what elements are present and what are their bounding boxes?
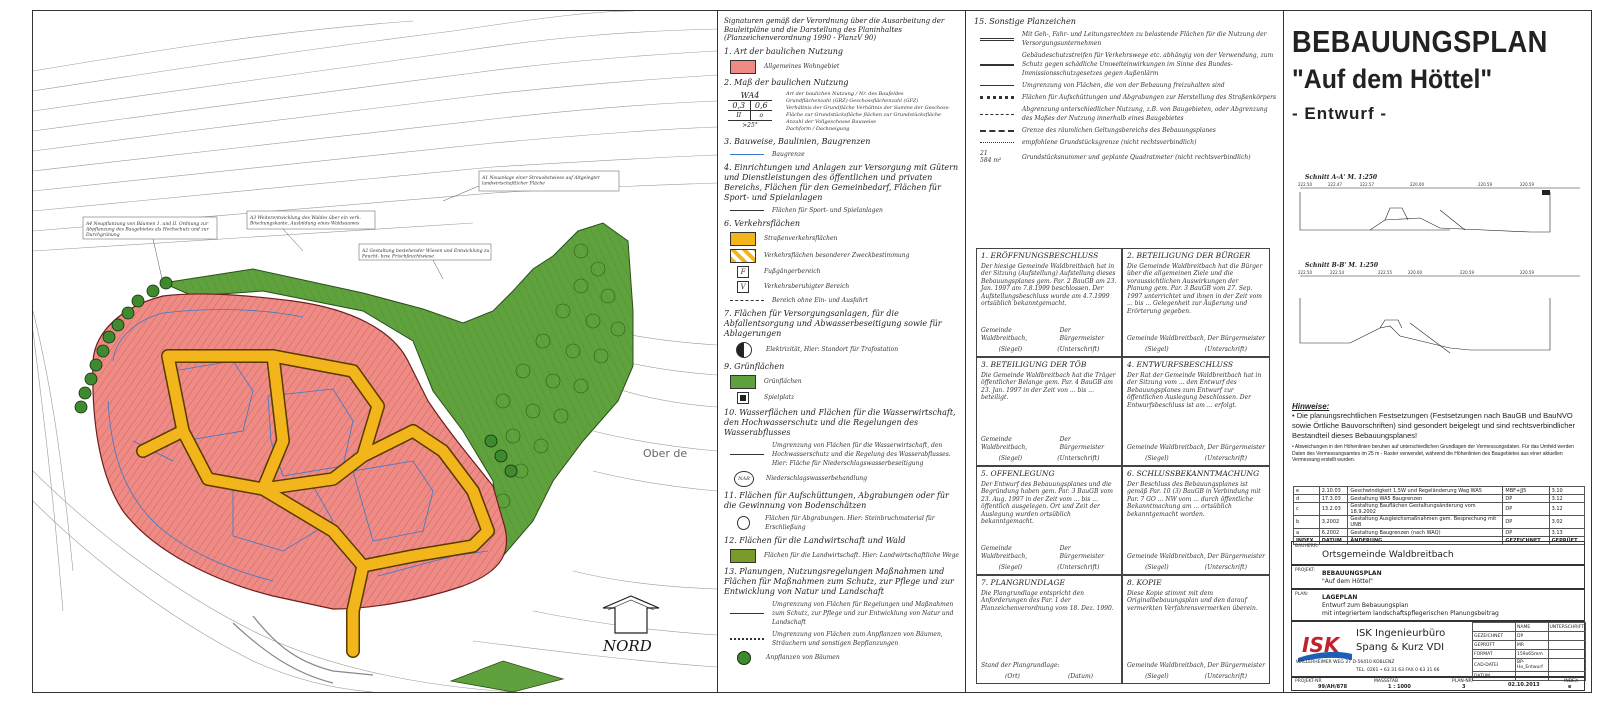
plan-meta-strip: PROJEKT-NR 99/AH/878 MASSSTAB 1 : 1000 PLAN-NR. 3 02.10.2013 INDEX e [1291,677,1585,691]
notes-p1: • Die planungsrechtlichen Festsetzungen (Festsetzungen nach BauGB und BauNVO sowie Örtliche Bauvorschriften) sind gesondert beigelegt und sind rechtsverbindlicher Bestandteil dieses Bebauungsplanes! [1292,411,1576,440]
svg-text:222.50: 222.50 [1298,270,1312,275]
road-swatch [730,232,756,246]
proc-box-6: 6. SCHLUSSBEKANNTMACHUNG Der Beschluss des Bebauungsplanes ist gemäß Par. 10 (3) BauGB in Verbindung mit Par. 7 GO ... NW vom ... durch öffentliche Bekanntmachung am ... ortsüblich bekanntgemacht worden. Gemeinde Waldbreitbach, Der Bürgermeister (Siegel) (Unterschrift) [1122,466,1270,575]
legend-heading-13: 13. Planungen, Nutzungsregelungen Maßnahmen und Flächen für Maßnahmen zum Schutz, zur Pflege und zur Entwicklung von Natur und Landschaft [724,566,954,596]
residential-swatch [730,60,756,74]
revision-header: INDEX DATUM ÄNDERUNG GEZEICHNET GEPRÜFT [1294,537,1585,545]
plan-title: BEBAUUNGSPLAN [1292,24,1548,59]
bauherr-box: BAUHERR: Ortsgemeinde Waldbreitbach [1291,541,1585,565]
green-swatch [730,375,756,389]
tree-icon [737,651,751,665]
plan-date: 02.10.2013 [1508,682,1540,688]
isk-logo [1296,628,1354,664]
schablone-dn: >25° [742,121,758,129]
legend-intro: Signaturen gemäß der Verordnung über die Ausarbeitung der Bauleitpläne und die Darstellung des Planinhaltes (Planzeichenverordnung 1990 - PlanzV 90) [724,17,945,42]
site-plan-map [33,11,717,692]
svg-text:220.00: 220.00 [1408,270,1422,275]
north-arrow [602,596,659,655]
plan-index: e [1568,684,1572,690]
projekt-box: PROJEKT: BEBAUUNGSPLAN "Auf dem Höttel" [1291,565,1585,589]
pedestrian-icon: F [737,266,749,278]
plan-name: "Auf dem Höttel" [1292,64,1493,94]
revision-row: c 13.2.03 Gestaltung Bauflächen Gestaltungsänderung vom 18.9.2002 DP 3.12 [1294,503,1585,516]
legend-heading-10: 10. Wasserflächen und Flächen für die Wasserwirtschaft, den Hochwasserschutz und die Regelungen des Wasserabflusses [724,407,956,437]
annotation-a1: A1 Neuanlage einer Streuobstwiese auf Altgelegter landwirtschaftlicher Fläche [482,176,600,187]
svg-text:220.59: 220.59 [1460,270,1474,275]
revision-row: a 6.2002 Gestaltung Baugrenzen (nach WAQ) DP 3.13 [1294,529,1585,537]
legend-heading-3: 3. Bauweise, Baulinien, Baugrenzen [724,136,871,146]
proc-box-5: 5. OFFENLEGUNG Der Entwurf des Bebauungsplanes und die Begründung haben gem. Par. 3 BauGB vom 23. Aug. 1997 in der Zeit vom ... bis ... öffentlich ausgelegen. Ort und Zeit der Auslegung wurden ortsüblich bekanntgemacht. Gemeinde Waldbreitbach, Der Bürgermeister (Siegel) (Unterschrift) [976,466,1122,575]
legend-heading-7: 7. Flächen für Versorgungsanlagen, für die Abfallentsorgung und Abwasserbeseitigung sowie für Ablagerungen [724,308,942,338]
annotation-a3: A3 Weiterentwicklung des Waldes über ein verk. Böschungskante, Ausbildung eines Waldsaumes [250,216,361,227]
proc-box-7: 7. PLANGRUNDLAGE Die Plangrundlage entspricht den Anforderungen des Par. 1 der Planzeichenverordnung vom 18. Dez. 1990. Stand der Plangrundlage: (Ort) (Datum) [976,575,1122,684]
traffic-calmed-icon: V [737,281,749,293]
baugrenze-line [730,154,764,155]
section-a-title: Schnitt A-A' M. 1:250 [1305,174,1378,181]
proc-box-8: 8. KOPIE Diese Kopie stimmt mit dem Originalbebauungsplan und den darauf vermerkten Verfahrensvermerken überein. Gemeinde Waldbreitbach, Der Bürgermeister (Siegel) (Unterschrift) [1122,575,1270,684]
agri-plot [451,661,563,692]
schablone-wa: WA4 [728,91,772,101]
annotation-a4: A4 Neupflanzung von Bäumen 1. und II. Ordnung zur Abpflanzung des Baugebietes als Hochschutz und zur Durchgrünung [86,222,209,238]
schablone-desc: Art der baulichen Nutzung / Nr. des Baufeldes Grundflächenzahl (GRZ) Geschossflächenzahl (GFZ) Verhältnis der Grundfläche Verhältnis der Summe der Geschoss- Fläche zur Grundstücksfläche flächen zur Grundstücksfläche Anzahl der Vollgeschosse Bauweise Dachform / Dachneigung [786,90,950,132]
bauherr: Ortsgemeinde Waldbreitbach [1322,550,1454,560]
proc-box-3: 3. BETEILIGUNG DER TÖB Die Gemeinde Waldbreitbach hat die Träger öffentlicher Belange gem. Par. 4 BauGB am 23. Jan. 1997 in der Zeit von ... bis ... beteiligt. Gemeinde Waldbreitbach, Der Bürgermeister (Siegel) (Unterschrift) [976,357,1122,466]
svg-text:220.59: 220.59 [1520,182,1534,187]
meta-table: NAME UNTERSCHRIFT GEZEICHNET DP GEPRÜFT MR FORMAT 159x65mm CAD-DATEI BP-Ho_Entwurf DATUM [1474,624,1584,679]
notes-p2: • Abweichungen in den Höhenlinien beruhen auf unterschiedlichen Grundlagen der Vermessungsdaten. Für das Umfeld werden Daten des Vermessungsamtes im 25 m - Raster verwendet, während die Höhenlinien des Baugebietes aus einer aktuellen Vermessung erstellt wurden. [1292,444,1574,463]
legend-column-2: 15. Sonstige Planzeichen Mit Geh-, Fahr- und Leitungsrechten zu belastende Flächen für die Nutzung der Versorgungsunternehmen Gebäudeschutzstreifen für Verkehrswege etc. abhängig von der Verwendung, zum Schutz gegen schädliche Umwelteinwirkungen im Sinne des Bundes-Immissionsschutzgesetzes gegen Außenlärm Umgrenzung von Flächen, die von der Bebauung freizuhalten sind Flächen für Aufschüttungen und Abgrabungen zur Herstellung des Straßenkörpers Abgrenzung unterschiedlicher Nutzung, z.B. von Baugebieten, oder Abgrenzung des Maßes der Nutzung innerhalb eines Baugebietes Grenze des räumlichen Geltungsbereichs des Bebauungsplanes empfohlene Grundstücksgrenze (nicht rechtsverbindlich) 21 584 m² Grundstücksnummer und geplante Quadratmeter (nicht rechtsverbindlich) [965,11,1283,692]
place-label: Ober de [643,447,688,460]
legend-baugrenze: Baugrenze [772,150,805,158]
isk-logo-text: ISK [1302,633,1340,657]
legend-heading-6: 6. Verkehrsflächen [724,218,801,228]
notes-title: Hinweise: [1292,402,1330,411]
plan-nr: 3 [1462,684,1466,690]
plan-status: - Entwurf - [1292,104,1388,123]
schablone-ii: II [728,111,751,120]
legend-column-1: Signaturen gemäß der Verordnung über die Ausarbeitung der Bauleitpläne und die Darstellung des Planinhaltes (Planzeichenverordnung 1990 - PlanzV 90) 1. Art der baulichen Nutzung Allgemeines Wohngebiet 2. Maß der baulichen Nutzung WA4 0,3 0,6 II o >25° Art der baulichen Nutzung / Nr. des Baufeldes Grundflächenzahl (GRZ) Geschossflächenzahl (GFZ) Verhältnis der Grundfläche Verhältnis der Summe der Geschoss- Fläche zur Grundstücksfläche flächen zur Grundstücksfläche Anzahl der Vollgeschosse Bauweise Dachform / Dachneigung 3. Bauweise, Baulinien, Baugrenzen Baugrenze 4. Einrichtungen und Anlagen zur Versorgung mit Gütern und Dienstleistungen des öffentlichen und privaten Bereichs, Flächen für den Gemeinbedarf, Flächen für Sport- und Spielanlagen Flächen für Sport- und Spielanlagen 6. Verkehrsflächen Straßenverkehrsflächen Verkehrsflächen besonderer Zweckbestimmung F Fußgängerbereich V Verkehrsberuhigter Bereich Bereich ohne Ein- und Ausfahrt 7. Flächen für Versorgungsanlagen, für die Abfallentsorgung und Abwasserbeseitigung sowie für Ablagerungen Elektrizität, Hier: Standort für Trafostation 9. Grünflächen Grünflächen Spielplatz 10. Wasserflächen und Flächen für die Wasserwirtschaft, den Hochwasserschutz und die Regelungen des Wasserabflusses Umgrenzung von Flächen für die Wasserwirtschaft, den Hochwasserschutz und die Regelung des Wasserabflusses. Hier: Fläche für Niederschlagswasserbeseitigung NAR Niederschlagswasserbehandlung 11. Flächen für Aufschüttungen, Abgrabungen oder für die Gewinnung von Bodenschätzen Flächen für Abgrabungen. Hier: Steinbruchmaterial für Erschließung 12. Flächen für die Landwirtschaft und Wald Flächen für die Landwirtschaft. Hier: Landwirtschaftliche Wege 13. Planungen, Nutzungsregelungen Maßnahmen und Flächen für Maßnahmen zum Schutz, zur Pflege und zur Entwicklung von Natur und Landschaft Umgrenzung von Flächen für Regelungen und Maßnahmen zum Schutz, zur Pflege und zur Entwicklung von Natur und Landschaft Umgrenzung von Flächen zum Anpflanzen von Bäumen, Sträuchern und sonstigen Bepflanzungen Anpflanzen von Bäumen [717,11,965,692]
legend-heading-2: 2. Maß der baulichen Nutzung [724,77,849,87]
annotation-a2: A2 Gestaltung bestehender Wiesen und Entwicklung zu Feucht- bzw. Frischfeuchtwiese [362,249,490,260]
firm-box: ISK ISK Ingenieurbüro Spang & Kurz VDI WALLERHEIMER WEG 27 D-56410 KOBLENZ TEL. 0261 • 63 31 63 FAX 0 63 31 66 NAME UNTERSCHRIFT GEZEICHNET DP GEPRÜFT MR FORMAT 159x65mm CAD-DATEI BP-Ho_Entwurf DATUM [1291,621,1585,677]
massstab: 1 : 1000 [1388,684,1411,690]
schablone-grz: 0,3 [728,101,751,110]
firm-name-2: Spang & Kurz VDI [1356,642,1445,653]
projekt-nr: 99/AH/878 [1318,684,1348,690]
proc-box-4: 4. ENTWURFSBESCHLUSS Der Rat der Gemeinde Waldbreitbach hat in der Sitzung vom ... den Entwurf des Bebauungsplanes zum Entwurf zur öffentlichen Auslegung beschlossen. Der Entwurfsbeschluss ist am ... erfolgt. Gemeinde Waldbreitbach, Der Bürgermeister (Siegel) (Unterschrift) [1122,357,1270,466]
schablone-o: o [759,111,764,119]
revision-row: d 17.3.03 Gestaltung WA5 Baugrenzen DP 3.12 [1294,495,1585,503]
proc-box-1: 1. ERÖFFNUNGSBESCHLUSS Der hiesige Gemeinde Waldbreitbach hat in der Sitzung (Aufstellung) Aufstellung dieses Bebauungsplanes gem. Par. 2 BauGB am 23. Jan. 1997 am 7.8.1999 beschlossen. Der Aufstellungsbeschluss wurde am 4.7.1999 ortsüblich bekanntgemacht. Gemeinde Waldbreitbach, Der Bürgermeister (Siegel) (Unterschrift) [976,248,1122,357]
svg-text:222.54: 222.54 [1330,270,1344,275]
north-label: NORD [603,637,652,655]
special-road-swatch [730,249,756,263]
legend-heading-9: 9. Grünflächen [724,361,785,371]
plan-box: PLAN: LAGEPLAN Entwurf zum Bebauungsplan mit integriertem landschaftspflegerischen Planungsbeitrag [1291,589,1585,621]
revision-row: b 3.2002 Gestaltung Ausgleichsmaßnahmen gem. Besprechung mit UNB DP 3.02 [1294,516,1585,529]
svg-text:222.50: 222.50 [1298,182,1312,187]
svg-text:220.59: 220.59 [1520,270,1534,275]
agri-swatch [730,549,756,563]
schablone-gfz: 0,6 [754,100,768,110]
electricity-icon [736,342,752,358]
legend-heading-15: 15. Sonstige Planzeichen [974,17,1076,26]
revision-row: e 2.10.03 Geschwindigkeit 1,5W und Regeländerung Wag WA5 MBF+JJ5 3.10 [1294,487,1585,495]
svg-text:222.57: 222.57 [1360,182,1374,187]
section-a-drawing [1290,180,1590,250]
excavation-icon [737,516,750,530]
svg-text:222.55: 222.55 [1378,270,1392,275]
revision-table [1293,486,1585,545]
firm-name-1: ISK Ingenieurbüro [1356,628,1446,639]
svg-text:220.00: 220.00 [1410,182,1424,187]
section-b-title: Schnitt B-B' M. 1:250 [1305,262,1379,269]
legend-wa: Allgemeines Wohngebiet [764,63,840,70]
proc-box-2: 2. BETEILIGUNG DER BÜRGER Die Gemeinde Waldbreitbach hat die Bürger über die allgemeinen Ziele und die voraussichtlichen Auswirkungen der Planung gem. Par. 3 BauGB vom 27. Sep. 1997 unterrichtet und ihnen in der Zeit vom ... bis ... Gelegenheit zur Äußerung und Erörterung gegeben. Gemeinde Waldbreitbach, Der Bürgermeister (Siegel) (Unterschrift) [1122,248,1270,357]
notes [1292,402,1584,464]
svg-text:222.47: 222.47 [1328,182,1342,187]
nutzungsschablone [728,91,961,133]
playground-icon [737,392,749,404]
legend-heading-4: 4. Einrichtungen und Anlagen zur Versorgung mit Gütern und Dienstleistungen des öffentlichen und privaten Bereichs, Flächen für den Gemeinbedarf, Flächen für Sport- und Spielanlagen [724,162,959,202]
legend-sport: Flächen für Sport- und Spielanlagen [772,206,883,214]
water-treatment-icon: NAR [734,471,754,487]
legend-heading-11: 11. Flächen für Aufschüttungen, Abgrabungen oder für die Gewinnung von Bodenschätzen [724,490,949,510]
svg-text:220.59: 220.59 [1478,182,1492,187]
section-b-drawing [1290,268,1590,368]
legend-heading-1: 1. Art der baulichen Nutzung [724,46,843,56]
legend-heading-12: 12. Flächen für die Landwirtschaft und Wald [724,535,906,545]
